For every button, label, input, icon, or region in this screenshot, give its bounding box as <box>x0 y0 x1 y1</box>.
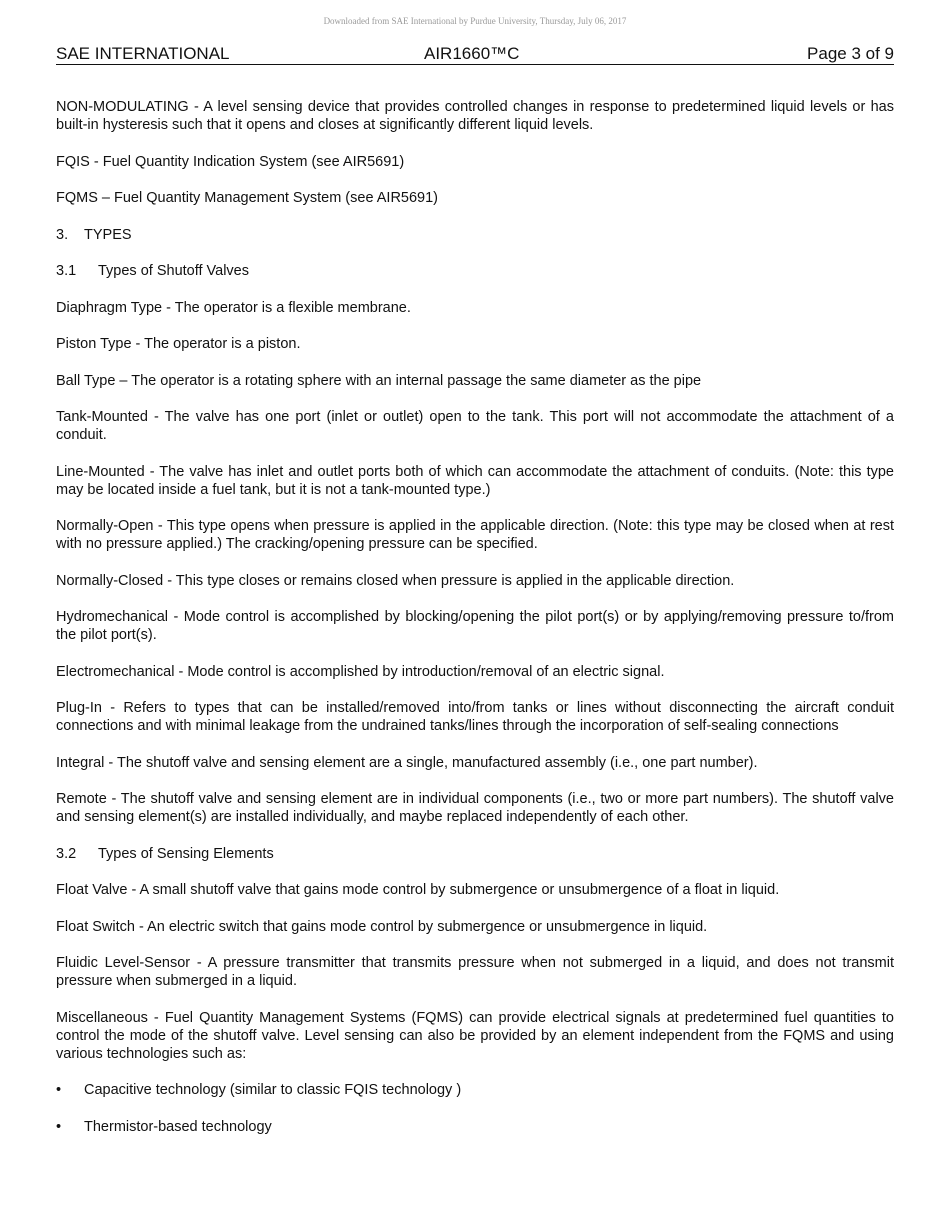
paragraph-piston: Piston Type - The operator is a piston. <box>56 336 301 352</box>
document-body <box>56 98 894 1154</box>
paragraph-electromechanical: Electromechanical - Mode control is accomplished by introduction/removal of an electric signal. <box>56 663 665 680</box>
section-title: TYPES <box>84 226 132 243</box>
header-page-number: Page 3 of 9 <box>807 44 894 63</box>
header-org: SAE INTERNATIONAL <box>56 44 230 63</box>
paragraph-diaphragm: Diaphragm Type - The operator is a flexible membrane. <box>56 299 411 316</box>
download-watermark: Downloaded from SAE International by Purdue University, Thursday, July 06, 2017 <box>323 16 627 26</box>
section-title: Types of Sensing Elements <box>98 845 274 862</box>
paragraph-fluidic-level-sensor: Fluidic Level-Sensor - A pressure transmitter that transmits pressure when not submerged in a liquid, and does not transmit pressure when submerged in a liquid. <box>56 955 894 989</box>
list-item <box>56 1081 894 1099</box>
section-number: 3.2 <box>56 845 77 862</box>
paragraph-normally-open: Normally-Open - This type opens when pressure is applied in the applicable direction. (Note: this type may be closed when at rest with no pressure applied.) The cracking/opening pressure can be specified. <box>56 518 894 552</box>
paragraph-miscellaneous: Miscellaneous - Fuel Quantity Management Systems (FQMS) can provide electrical signals at predetermined fuel quantities to control the mode of the shutoff valve. Level sensing can also be provided by an element independent from the FQMS and using various technologies such as: <box>56 1009 894 1062</box>
section-heading-3-1 <box>56 262 894 280</box>
paragraph-plug-in: Plug-In - Refers to types that can be installed/removed into/from tanks or lines without disconnecting the aircraft conduit connections and with minimal leakage from the undrained tanks/lines through the incorporation of self-sealing connections <box>56 700 894 734</box>
paragraph-non-modulating: NON-MODULATING - A level sensing device that provides controlled changes in response to predetermined liquid levels or has built-in hysteresis such that it opens and closes at significantly different liquid levels. <box>56 99 894 133</box>
list-item-text: Capacitive technology (similar to classic FQIS technology ) <box>84 1082 462 1098</box>
bullet-icon: • <box>56 1118 62 1135</box>
paragraph-float-switch: Float Switch - An electric switch that gains mode control by submergence or unsubmergence in liquid. <box>56 918 708 935</box>
paragraph-remote: Remote - The shutoff valve and sensing element are in individual components (i.e., two or more part numbers). The shutoff valve and sensing element(s) are installed individually, and maybe replaced independently of each other. <box>56 791 894 825</box>
section-number: 3. <box>56 226 69 243</box>
list-item-text: Thermistor-based technology <box>84 1118 272 1135</box>
list-item <box>56 1118 894 1136</box>
paragraph-tank-mounted: Tank-Mounted - The valve has one port (inlet or outlet) open to the tank. This port will not accommodate the attachment of a conduit. <box>56 409 894 443</box>
paragraph-ball: Ball Type – The operator is a rotating sphere with an internal passage the same diameter as the pipe <box>56 372 702 389</box>
page-header <box>56 44 894 65</box>
section-title: Types of Shutoff Valves <box>98 263 249 279</box>
paragraph-fqms: FQMS – Fuel Quantity Management System (see AIR5691) <box>56 190 438 206</box>
paragraph-normally-closed: Normally-Closed - This type closes or remains closed when pressure is applied in the applicable direction. <box>56 572 735 589</box>
header-doc-id: AIR1660™C <box>424 44 520 63</box>
paragraph-integral: Integral - The shutoff valve and sensing element are a single, manufactured assembly (i.e., one part number). <box>56 754 758 771</box>
section-heading-3-2 <box>56 845 894 863</box>
paragraph-hydromechanical: Hydromechanical - Mode control is accomplished by blocking/opening the pilot port(s) or by applying/removing pressure to/from the pilot port(s). <box>56 609 894 643</box>
paragraph-fqis: FQIS - Fuel Quantity Indication System (see AIR5691) <box>56 153 405 170</box>
bullet-icon: • <box>56 1082 62 1098</box>
paragraph-float-valve: Float Valve - A small shutoff valve that gains mode control by submergence or unsubmergence of a float in liquid. <box>56 882 780 898</box>
paragraph-line-mounted: Line-Mounted - The valve has inlet and outlet ports both of which can accommodate the attachment of conduits. (Note: this type may be located inside a fuel tank, but it is not a tank-mounted type.) <box>56 463 894 498</box>
section-heading-3 <box>56 226 894 244</box>
section-number: 3.1 <box>56 263 77 279</box>
